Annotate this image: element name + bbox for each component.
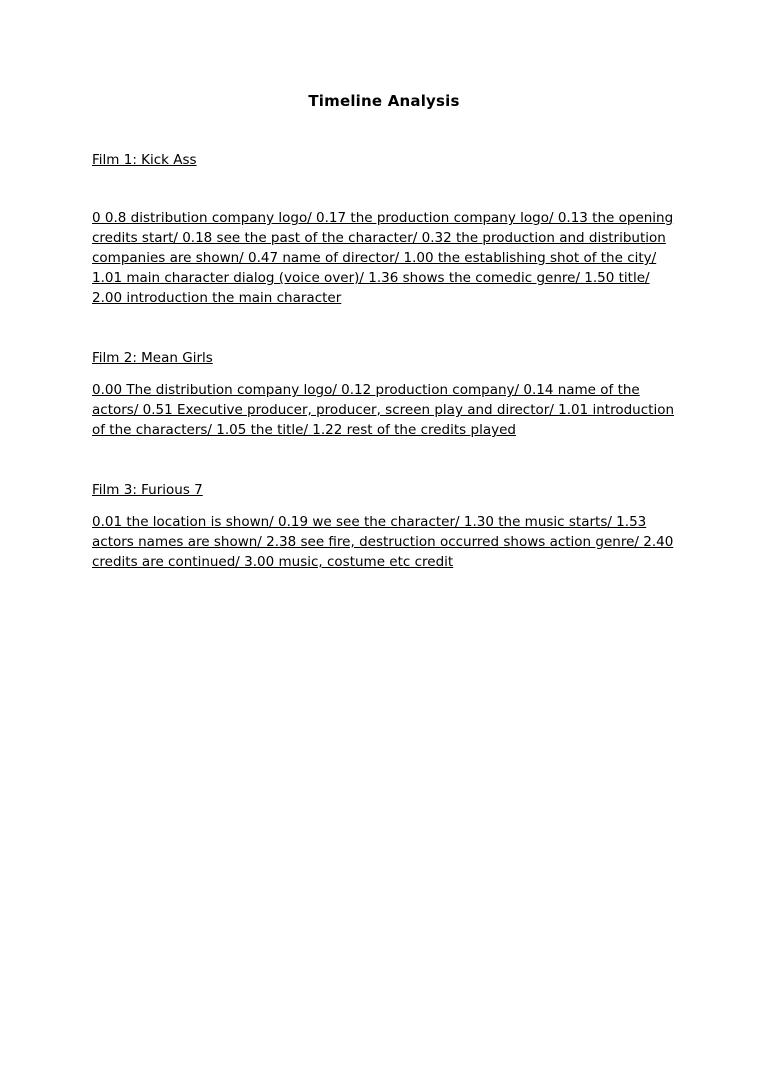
film-2-body: 0.00 The distribution company logo/ 0.12 production company/ 0.14 name of the actors/ 0.51 Executive producer, producer, screen play and director/ 1.01 introduction of the characters/ 1.05 the title/ 1.22 rest of the credits played bbox=[92, 382, 675, 438]
page-title: Timeline Analysis bbox=[308, 92, 460, 110]
film-3-body: 0.01 the location is shown/ 0.19 we see the character/ 1.30 the music starts/ 1.53 actors names are shown/ 2.38 see fire, destruction occurred shows action genre/ 2.40 credits are continued/ 3.00 music, costume etc credit bbox=[92, 514, 674, 570]
film-1-body: 0 0.8 distribution company logo/ 0.17 the production company logo/ 0.13 the opening credits start/ 0.18 see the past of the character/ 0.32 the production and distribution companies are shown/ 0.47 name of director/ 1.00 the establishing shot of the city/ 1.01 main character dialog (voice over)/ 1.36 shows the comedic genre/ 1.50 title/ 2.00 introduction the main character bbox=[92, 210, 674, 306]
film-1-heading: Film 1: Kick Ass bbox=[92, 152, 197, 168]
film-2-heading: Film 2: Mean Girls bbox=[92, 350, 213, 366]
film-3-heading: Film 3: Furious 7 bbox=[92, 482, 203, 498]
document-body bbox=[92, 150, 678, 572]
